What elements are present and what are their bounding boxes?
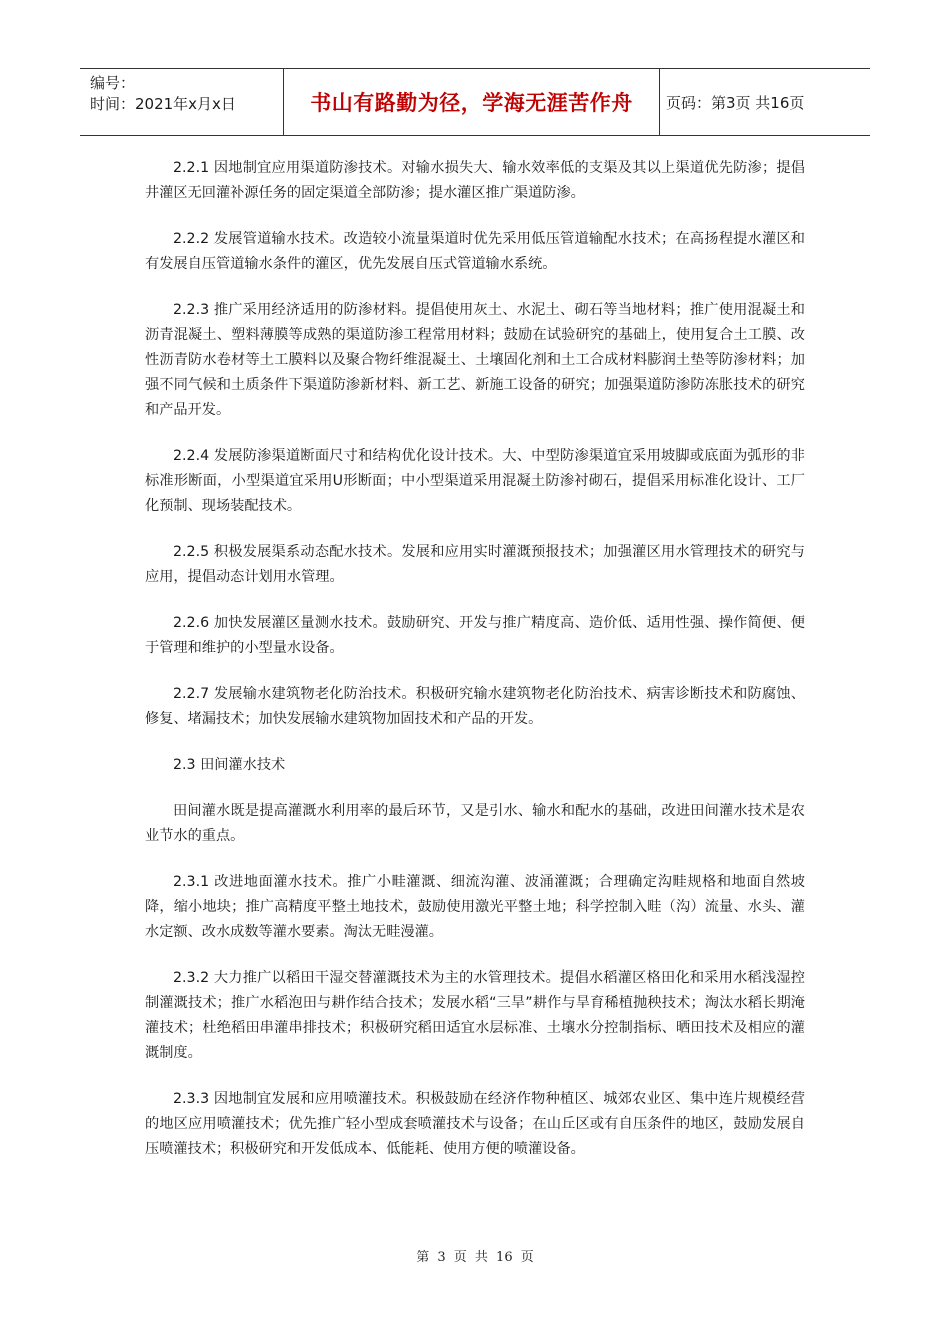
paragraph-2-2-1: 2.2.1 因地制宜应用渠道防渗技术。对输水损失大、输水效率低的支渠及其以上渠道优先防渗；提倡井灌区无回灌补源任务的固定渠道全部防渗；提水灌区推广渠道防渗。 bbox=[145, 160, 805, 201]
header-page-number: 页码：第3页 共16页 bbox=[666, 93, 805, 112]
paragraph-2-3-intro: 田间灌水既是提高灌溉水利用率的最后环节，又是引水、输水和配水的基础，改进田间灌水技术是农业节水的重点。 bbox=[145, 803, 805, 844]
document-number-label: 编号： bbox=[90, 74, 136, 92]
page-footer: 第 3 页 共 16 页 bbox=[416, 1250, 534, 1265]
paragraph-2-3-3: 2.3.3 因地制宜发展和应用喷灌技术。积极鼓励在经济作物种植区、城郊农业区、集中连片规模经营的地区应用喷灌技术；优先推广轻小型成套喷灌技术与设备；在山丘区或有自压条件的地区，鼓励发展自压喷灌技术；积极研究和开发低成本、低能耗、使用方便的喷灌设备。 bbox=[145, 1091, 805, 1157]
header-motto: 书山有路勤为径，学海无涯苦作舟 bbox=[283, 69, 660, 135]
paragraph-2-2-7: 2.2.7 发展输水建筑物老化防治技术。积极研究输水建筑物老化防治技术、病害诊断技术和防腐蚀、修复、堵漏技术；加快发展输水建筑物加固技术和产品的开发。 bbox=[145, 686, 805, 727]
paragraph-2-2-4: 2.2.4 发展防渗渠道断面尺寸和结构优化设计技术。大、中型防渗渠道宜采用坡脚或底面为弧形的非标准形断面，小型渠道宜采用U形断面；中小型渠道采用混凝土防渗衬砌石，提倡采用标准化设计、工厂化预制、现场装配技术。 bbox=[145, 448, 805, 514]
paragraph-2-2-5: 2.2.5 积极发展渠系动态配水技术。发展和应用实时灌溉预报技术；加强灌区用水管理技术的研究与应用，提倡动态计划用水管理。 bbox=[145, 544, 805, 585]
document-time-label: 时间：2021年x月x日 bbox=[90, 95, 236, 113]
paragraph-2-2-3: 2.2.3 推广采用经济适用的防渗材料。提倡使用灰土、水泥土、砌石等当地材料；推广使用混凝土和沥青混凝土、塑料薄膜等成熟的渠道防渗工程常用材料；鼓励在试验研究的基础上，使用复合土工膜、改性沥青防水卷材等土工膜料以及聚合物纤维混凝土、土壤固化剂和土工合成材料膨润土垫等防渗材料；加强不同气候和土质条件下渠道防渗新材料、新工艺、新施工设备的研究；加强渠道防渗防冻胀技术的研究和产品开发。 bbox=[145, 302, 805, 418]
paragraph-2-3-1: 2.3.1 改进地面灌水技术。推广小畦灌溉、细流沟灌、波涌灌溉；合理确定沟畦规格和地面自然坡降，缩小地块；推广高精度平整土地技术，鼓励使用激光平整土地；科学控制入畦（沟）流量、水头、灌水定额、改水成数等灌水要素。淘汰无畦漫灌。 bbox=[145, 874, 805, 940]
page-header bbox=[80, 68, 870, 136]
document-body bbox=[145, 156, 805, 1183]
paragraph-2-2-6: 2.2.6 加快发展灌区量测水技术。鼓励研究、开发与推广精度高、造价低、适用性强、操作简便、便于管理和维护的小型量水设备。 bbox=[145, 615, 805, 656]
header-meta bbox=[80, 69, 283, 135]
paragraph-2-3-2: 2.3.2 大力推广以稻田干湿交替灌溉技术为主的水管理技术。提倡水稻灌区格田化和采用水稻浅湿控制灌溉技术；推广水稻泡田与耕作结合技术；发展水稻“三旱”耕作与旱育稀植抛秧技术；淘汰水稻长期淹灌技术；杜绝稻田串灌串排技术；积极研究稻田适宜水层标准、土壤水分控制指标、晒田技术及相应的灌溉制度。 bbox=[145, 970, 805, 1061]
section-heading-2-3: 2.3 田间灌水技术 bbox=[173, 757, 286, 773]
paragraph-2-2-2: 2.2.2 发展管道输水技术。改造较小流量渠道时优先采用低压管道输配水技术；在高扬程提水灌区和有发展自压管道输水条件的灌区，优先发展自压式管道输水系统。 bbox=[145, 231, 805, 272]
